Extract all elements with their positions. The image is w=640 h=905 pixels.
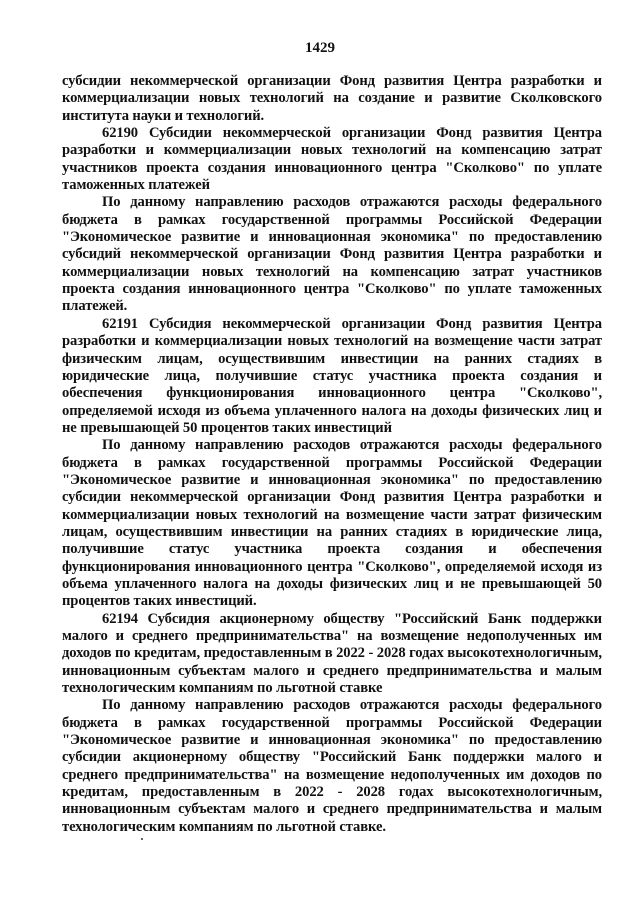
paragraph-code-62194: 62194 Субсидия акционерному обществу "Российский Банк поддержки малого и среднего предпринимательства" на возмещение недополученных им доходов по кредитам, предоставленным в 2022 - 2028 годах высокотехнологичным, инновационным субъектам малого и среднего предпринимательства и малым технологическим компаниям по льготной ставке: [62, 610, 602, 697]
paragraph-code-62191: 62191 Субсидия некоммерческой организации Фонд развития Центра разработки и коммерциализации новых технологий на возмещение части затрат физическим лицам, осуществившим инвестиции на ранних стадиях в юридические лица, получившие статус участника проекта создания и обеспечения функционирования инновационного центра "Сколково", определяемой исходя из объема уплаченного налога на доходы физических лиц и не превышающей 50 процентов таких инвестиций: [62, 315, 602, 436]
scan-speck: [141, 838, 143, 840]
paragraph-code-62190: 62190 Субсидии некоммерческой организации Фонд развития Центра разработки и коммерциализации новых технологий на компенсацию затрат участников проекта создания инновационного центра "Сколково" по уплате таможенных платежей: [62, 125, 602, 194]
paragraph-description-62194: По данному направлению расходов отражаются расходы федерального бюджета в рамках государственной программы Российской Федерации "Экономическое развитие и инновационная экономика" по предоставлению субсидии акционерному обществу "Российский Банк поддержки малого и среднего предпринимательства" на возмещение недополученных им доходов по кредитам, предоставленным в 2022 - 2028 годах высокотехнологичным, инновационным субъектам малого и среднего предпринимательства и малым технологическим компаниям по льготной ставке.: [62, 697, 602, 835]
paragraph-description-62190: По данному направлению расходов отражаются расходы федерального бюджета в рамках государственной программы Российской Федерации "Экономическое развитие и инновационная экономика" по предоставлению субсидий некоммерческой организации Фонд развития Центра разработки и коммерциализации новых технологий на компенсацию затрат участников проекта создания инновационного центра "Сколково" по уплате таможенных платежей.: [62, 194, 602, 315]
paragraph-description-62191: По данному направлению расходов отражаются расходы федерального бюджета в рамках государственной программы Российской Федерации "Экономическое развитие и инновационная экономика" по предоставлению субсидии некоммерческой организации Фонд развития Центра разработки и коммерциализации новых технологий на возмещение части затрат физическим лицам, осуществившим инвестиции на ранних стадиях в юридические лица, получившие статус участника проекта создания и обеспечения функционирования инновационного центра "Сколково", определяемой исходя из объема уплаченного налога на доходы физических лиц и не превышающей 50 процентов таких инвестиций.: [62, 437, 602, 610]
paragraph-continuation: субсидии некоммерческой организации Фонд развития Центра разработки и коммерциализации новых технологий на создание и развитие Сколковского института науки и технологий.: [62, 73, 602, 124]
page-number: 1429: [305, 40, 335, 56]
document-body: [62, 73, 602, 836]
